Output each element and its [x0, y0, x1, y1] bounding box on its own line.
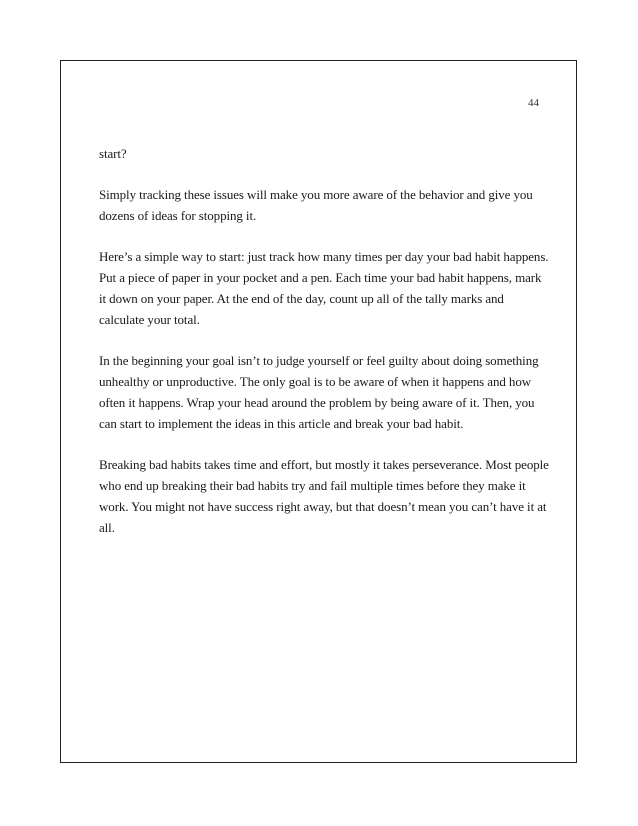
paragraph-perseverance: Breaking bad habits takes time and effort, but mostly it takes perseverance. Most people who end up breaking their bad habits try and fail multiple times before they make it work. You might not have success right away, but that doesn’t mean you can’t have it at all.: [99, 457, 549, 535]
paragraph-tracking-awareness: Simply tracking these issues will make you more aware of the behavior and give you dozens of ideas for stopping it.: [99, 187, 533, 223]
page-number: 44: [528, 97, 539, 109]
paragraph-goal-awareness: In the beginning your goal isn’t to judge yourself or feel guilty about doing something unhealthy or unproductive. The only goal is to be aware of when it happens and how often it happens. Wrap your head around the problem by being aware of it. Then, you can start to implement the ideas in this article and break your bad habit.: [99, 353, 539, 431]
page-frame: [60, 60, 577, 763]
page-content: [99, 143, 549, 558]
paragraph-simple-way-to-start: Here’s a simple way to start: just track how many times per day your bad habit happens. Put a piece of paper in your pocket and a pen. Each time your bad habit happens, mark it down on your paper. At the end of the day, count up all of the tally marks and calculate your total.: [99, 249, 549, 327]
paragraph-continuation: start?: [99, 146, 127, 161]
